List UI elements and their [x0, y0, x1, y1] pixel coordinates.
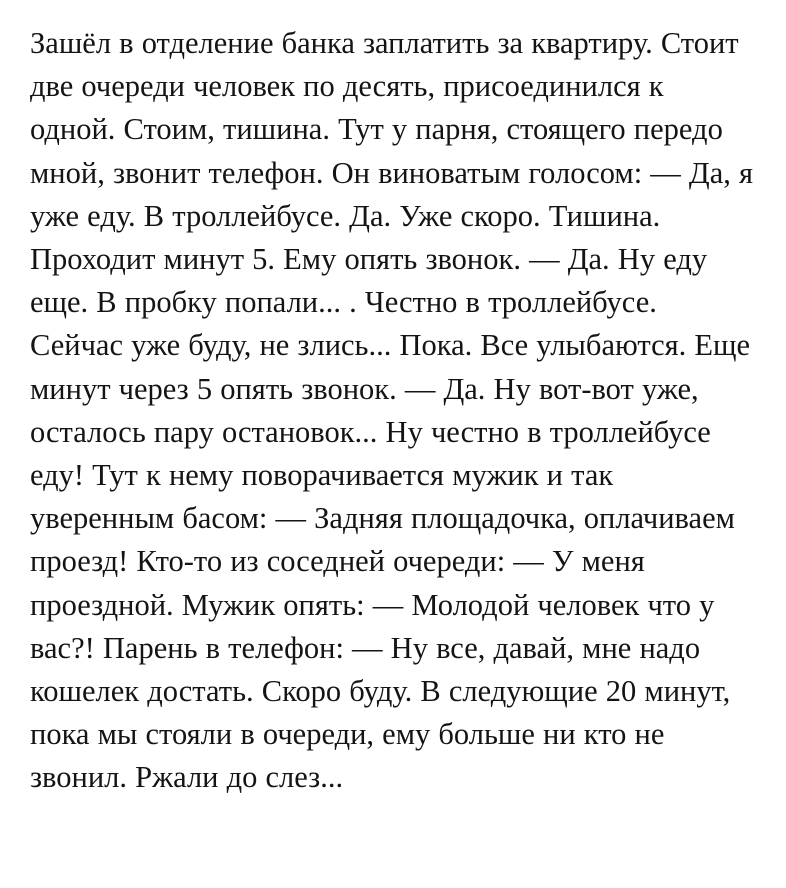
story-body-text: Зашёл в отделение банка заплатить за квартиру. Стоит две очереди человек по десять, присоединился к одной. Стоим, тишина. Тут у парня, стоящего передо мной, звонит телефон. Он виноватым голосом: — Да, я уже еду. В троллейбусе. Да. Уже скоро. Тишина. Проходит минут 5. Ему опять звонок. — Да. Ну еду еще. В пробку попали... . Честно в троллейбусе. Сейчас уже буду, не злись... Пока. Все улыбаются. Еще минут через 5 опять звонок. — Да. Ну вот-вот уже, осталось пару остановок... Ну честно в троллейбусе еду! Тут к нему поворачивается мужик и так уверенным басом: — Задняя площадочка, оплачиваем проезд! Кто-то из соседней очереди: — У меня проездной. Мужик опять: — Молодой человек что у вас?! Парень в телефон: — Ну все, давай, мне надо кошелек достать. Скоро буду. В следующие 20 минут, пока мы стояли в очереди, ему больше ни кто не звонил. Ржали до слез... — [30, 26, 754, 795]
